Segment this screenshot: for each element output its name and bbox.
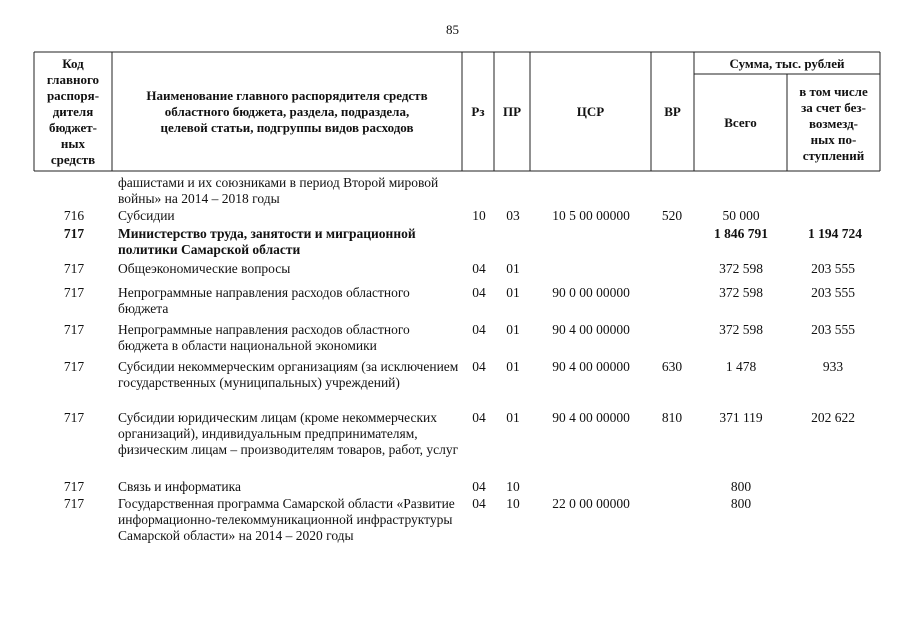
row-name: Непрограммные направления расходов областного бюджета: [118, 285, 410, 316]
row-code: 717: [63, 226, 85, 241]
header-vr: ВР: [664, 103, 681, 119]
row-name: Государственная программа Самарской области «Развитие информационно-телекоммуникационной инфраструктуры Самарской области» на 2014 – 2020 годы: [118, 496, 455, 543]
row-total: 372 598: [719, 261, 763, 276]
row-code: 717: [63, 496, 85, 511]
row-total: 800: [730, 496, 752, 511]
row-pr: 10: [506, 496, 520, 511]
row-name: фашистами и их союзниками в период Второй мировой войны» на 2014 – 2018 годы: [118, 175, 439, 206]
header-code: Код главного распоря- дителя бюджет- ных средств: [46, 55, 100, 167]
row-name: Субсидии некоммерческим организациям (за исключением государственных (муниципальных) учреждений): [118, 359, 459, 390]
row-code: 717: [63, 410, 85, 425]
row-code: 716: [63, 208, 85, 223]
row-rz: 04: [472, 496, 486, 511]
row-pr: 10: [506, 479, 520, 494]
row-pr: 01: [506, 410, 520, 425]
row-total: 50 000: [722, 208, 760, 223]
row-rz: 04: [472, 410, 486, 425]
header-csr: ЦСР: [576, 103, 605, 119]
row-csr: 90 0 00 00000: [552, 285, 630, 300]
header-name: Наименование главного распорядителя средств областного бюджета, раздела, подраздела, целевой статьи, подгруппы видов расходов: [146, 87, 428, 135]
row-vr: 810: [661, 410, 683, 425]
row-vr: 630: [661, 359, 683, 374]
row-rz: 04: [472, 359, 486, 374]
row-name: Непрограммные направления расходов областного бюджета в области национальной экономики: [118, 322, 410, 353]
row-incl-grants: 1 194 724: [808, 226, 862, 241]
row-pr: 01: [506, 359, 520, 374]
header-total: Всего: [724, 114, 757, 130]
row-csr: 90 4 00 00000: [552, 359, 630, 374]
row-csr: 22 0 00 00000: [552, 496, 630, 511]
row-pr: 01: [506, 285, 520, 300]
row-csr: 90 4 00 00000: [552, 410, 630, 425]
row-pr: 03: [506, 208, 520, 223]
row-total: 800: [730, 479, 752, 494]
row-name: Субсидии юридическим лицам (кроме некоммерческих организаций), индивидуальным предпринимателям, физическим лицам – производителям товаров, работ, услуг: [118, 410, 459, 457]
row-name: Общеэкономические вопросы: [118, 261, 291, 276]
row-pr: 01: [506, 322, 520, 337]
header-incl-grants: в том числе за счет без- возмезд- ных по- ступлений: [799, 83, 868, 163]
row-incl-grants: 203 555: [811, 285, 855, 300]
row-incl-grants: 203 555: [811, 322, 855, 337]
page-number: 85: [446, 22, 459, 37]
row-incl-grants: 933: [822, 359, 844, 374]
row-rz: 04: [472, 285, 486, 300]
row-rz: 10: [472, 208, 486, 223]
row-csr: 10 5 00 00000: [552, 208, 630, 223]
row-code: 717: [63, 359, 85, 374]
row-incl-grants: 203 555: [811, 261, 855, 276]
row-rz: 04: [472, 261, 486, 276]
row-incl-grants: 202 622: [811, 410, 855, 425]
row-rz: 04: [472, 479, 486, 494]
row-code: 717: [63, 479, 85, 494]
row-total: 1 478: [725, 359, 757, 374]
row-total: 372 598: [719, 322, 763, 337]
row-name: Субсидии: [118, 208, 175, 223]
row-total: 1 846 791: [714, 226, 768, 241]
row-pr: 01: [506, 261, 520, 276]
row-vr: 520: [661, 208, 683, 223]
row-code: 717: [63, 285, 85, 300]
row-csr: 90 4 00 00000: [552, 322, 630, 337]
row-total: 371 119: [719, 410, 763, 425]
row-code: 717: [63, 261, 85, 276]
row-rz: 04: [472, 322, 486, 337]
row-name: Связь и информатика: [118, 479, 241, 494]
row-total: 372 598: [719, 285, 763, 300]
row-code: 717: [63, 322, 85, 337]
header-rz: Рз: [471, 103, 485, 119]
header-pr: ПР: [502, 103, 522, 119]
row-name: Министерство труда, занятости и миграционной политики Самарской области: [118, 226, 416, 257]
header-sum-group: Сумма, тыс. рублей: [729, 56, 845, 71]
